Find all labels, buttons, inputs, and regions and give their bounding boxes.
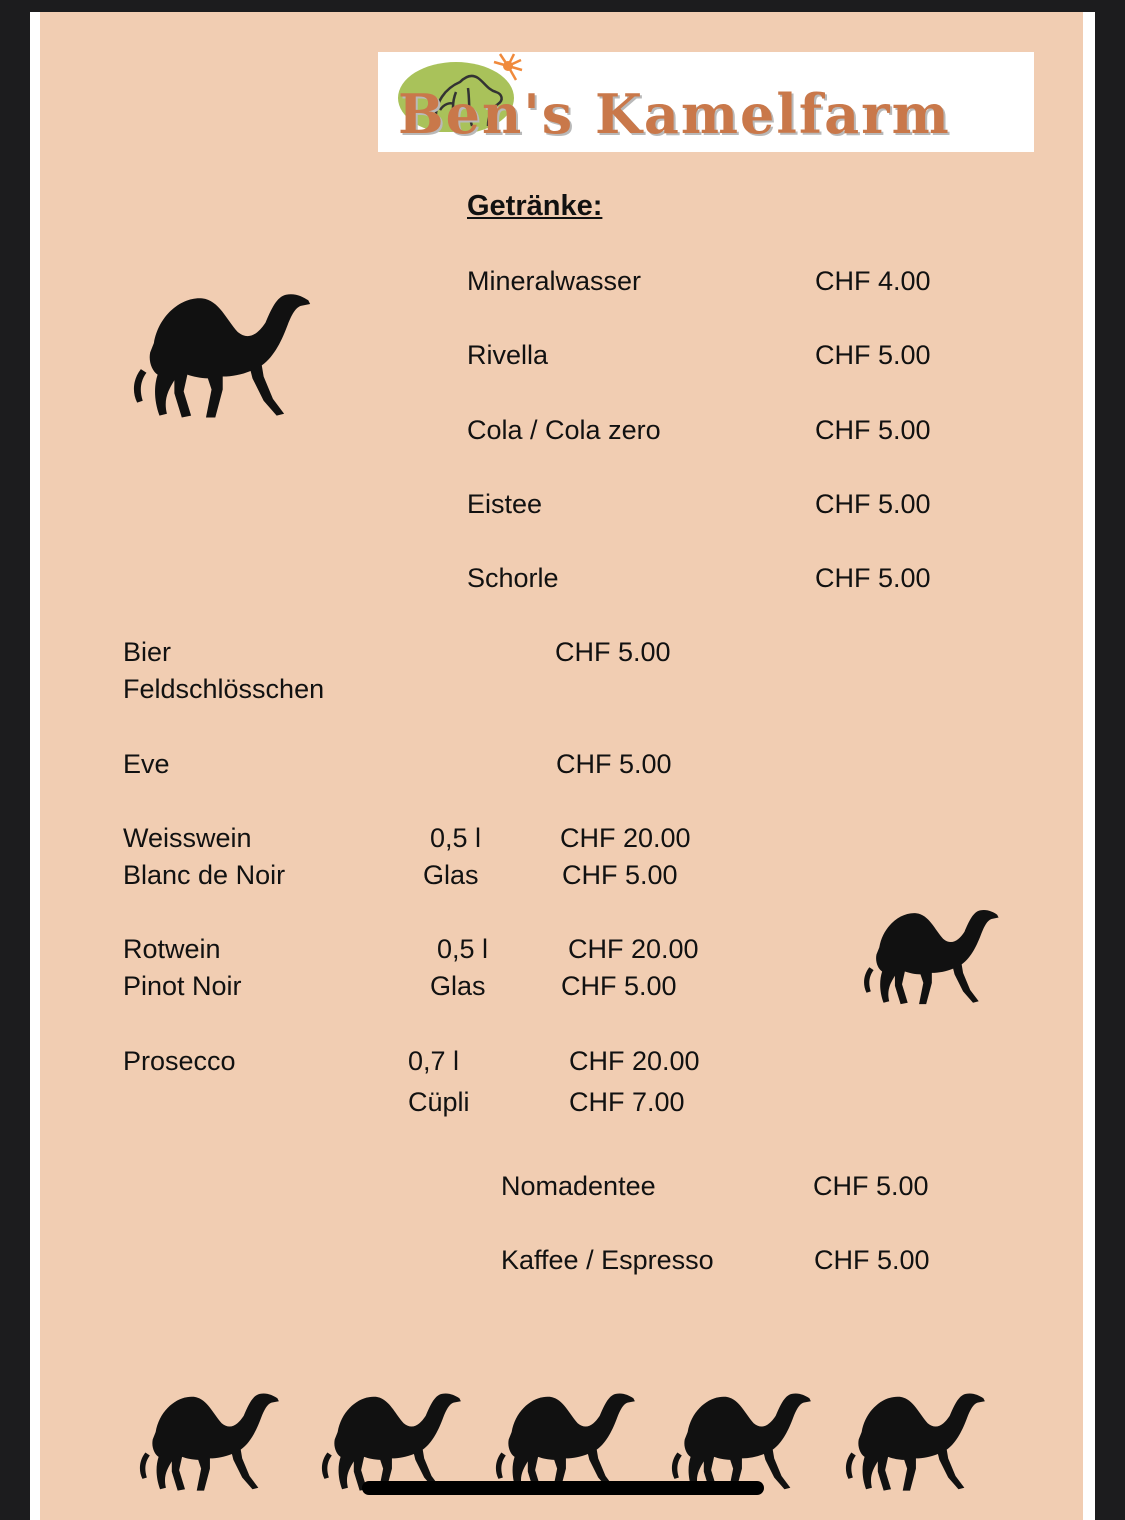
drink-price: CHF 5.00 bbox=[814, 1245, 930, 1275]
drink-price: CHF 5.00 bbox=[815, 563, 931, 593]
camel-icon bbox=[126, 282, 312, 432]
prosecco-size: 0,7 l bbox=[408, 1046, 460, 1076]
prosecco-price: CHF 20.00 bbox=[569, 1046, 700, 1076]
camel-icon bbox=[858, 902, 1000, 1014]
rotwein-price: CHF 20.00 bbox=[568, 934, 699, 964]
prosecco-price: CHF 7.00 bbox=[569, 1087, 685, 1117]
bier-price: CHF 5.00 bbox=[555, 637, 671, 667]
drink-name: Kaffee / Espresso bbox=[501, 1245, 714, 1275]
weisswein-size: Glas bbox=[423, 860, 479, 890]
home-indicator[interactable] bbox=[362, 1481, 764, 1495]
drink-price: CHF 5.00 bbox=[815, 489, 931, 519]
weisswein-name: Weisswein bbox=[123, 823, 252, 853]
weisswein-subname: Blanc de Noir bbox=[123, 860, 286, 890]
weisswein-size: 0,5 l bbox=[430, 823, 482, 853]
bier-subname: Feldschlösschen bbox=[123, 674, 325, 704]
weisswein-price: CHF 5.00 bbox=[562, 860, 678, 890]
rotwein-name: Rotwein bbox=[123, 934, 221, 964]
rotwein-size: 0,5 l bbox=[437, 934, 489, 964]
drink-name: Nomadentee bbox=[501, 1171, 656, 1201]
prosecco-size: Cüpli bbox=[408, 1087, 470, 1117]
eve-price: CHF 5.00 bbox=[556, 749, 672, 779]
prosecco-name: Prosecco bbox=[123, 1046, 236, 1076]
camel-icon bbox=[838, 1388, 988, 1498]
drink-name: Mineralwasser bbox=[467, 266, 642, 296]
menu-heading: Getränke: bbox=[467, 190, 603, 222]
drink-price: CHF 5.00 bbox=[815, 340, 931, 370]
menu-page bbox=[40, 12, 1083, 1520]
rotwein-size: Glas bbox=[430, 971, 486, 1001]
rotwein-price: CHF 5.00 bbox=[561, 971, 677, 1001]
eve-name: Eve bbox=[123, 749, 170, 779]
rotwein-subname: Pinot Noir bbox=[123, 971, 242, 1001]
logo-banner bbox=[378, 52, 1034, 152]
bier-name: Bier bbox=[123, 637, 172, 667]
drink-price: CHF 4.00 bbox=[815, 266, 931, 296]
logo-title: Ben's Kamelfarm bbox=[398, 82, 951, 146]
camel-icon bbox=[132, 1388, 282, 1498]
drink-name: Eistee bbox=[467, 489, 543, 519]
drink-name: Rivella bbox=[467, 340, 549, 370]
drink-name: Cola / Cola zero bbox=[467, 415, 661, 445]
drink-price: CHF 5.00 bbox=[815, 415, 931, 445]
weisswein-price: CHF 20.00 bbox=[560, 823, 691, 853]
drink-name: Schorle bbox=[467, 563, 559, 593]
drink-price: CHF 5.00 bbox=[813, 1171, 929, 1201]
